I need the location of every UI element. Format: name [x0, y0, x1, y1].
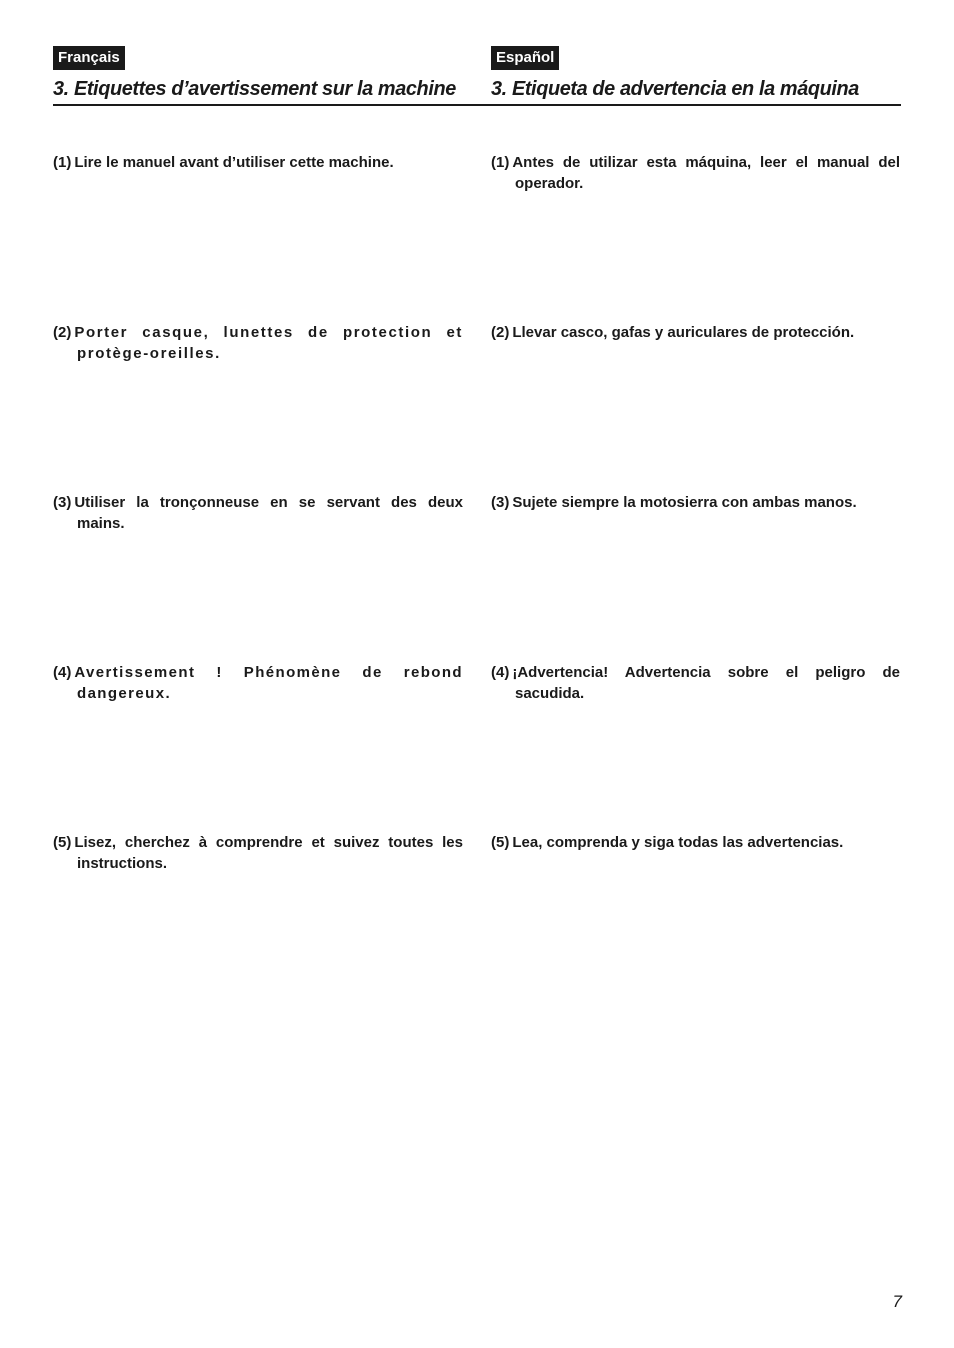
- language-badge-french: Français: [53, 46, 125, 70]
- spanish-column: [491, 46, 900, 851]
- language-badge-spanish: Español: [491, 46, 559, 70]
- french-column: [53, 46, 463, 872]
- item-number: (2): [491, 324, 510, 341]
- item-number: (1): [53, 154, 72, 171]
- item-number: (4): [53, 664, 72, 681]
- item-text: ¡Advertencia! Advertencia sobre el peligro de sacudida.: [512, 664, 900, 702]
- item-text: Antes de utilizar esta máquina, leer el manual del operador.: [512, 154, 900, 192]
- item-number: (3): [53, 494, 72, 511]
- item-number: (3): [491, 494, 510, 511]
- list-item: [491, 662, 900, 704]
- list-item: [491, 322, 900, 343]
- list-item: [53, 322, 463, 364]
- list-item: [53, 152, 463, 173]
- list-item: [491, 492, 900, 513]
- item-number: (1): [491, 154, 510, 171]
- item-number: (4): [491, 664, 510, 681]
- list-item: [491, 832, 900, 853]
- item-text: Llevar casco, gafas y auriculares de protección.: [512, 324, 855, 341]
- section-title-spanish: 3. Etiqueta de advertencia en la máquina: [491, 77, 859, 100]
- item-number: (5): [53, 834, 72, 851]
- item-number: (5): [491, 834, 510, 851]
- item-text: Sujete siempre la motosierra con ambas manos.: [512, 494, 857, 511]
- item-text: Utiliser la tronçonneuse en se servant des deux mains.: [74, 494, 463, 532]
- page-number: 7: [892, 1292, 902, 1311]
- item-text: Porter casque, lunettes de protection et protège-oreilles.: [74, 324, 463, 362]
- item-text: Lisez, cherchez à comprendre et suivez toutes les instructions.: [74, 834, 463, 872]
- item-text: Lea, comprenda y siga todas las advertencias.: [512, 834, 844, 851]
- list-item: [53, 492, 463, 534]
- list-item: [491, 152, 900, 194]
- item-text: Lire le manuel avant d’utiliser cette machine.: [74, 154, 394, 171]
- section-title-french: 3. Etiquettes d’avertissement sur la machine: [53, 77, 456, 100]
- item-number: (2): [53, 324, 72, 341]
- list-item: [53, 662, 463, 704]
- item-text: Avertissement ! Phénomène de rebond dangereux.: [74, 664, 463, 702]
- list-item: [53, 832, 463, 874]
- header-divider: [53, 104, 901, 106]
